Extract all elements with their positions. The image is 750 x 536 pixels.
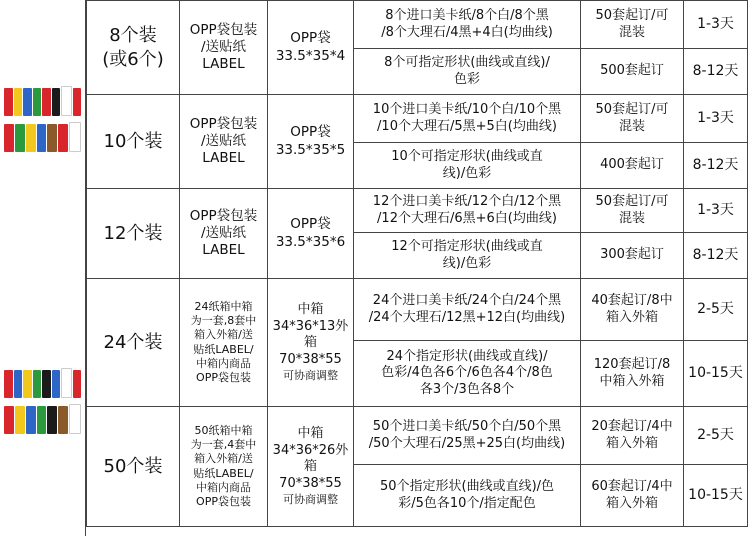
text-line: 混装 bbox=[618, 210, 645, 226]
text-line: /送贴纸 bbox=[200, 38, 247, 55]
text-line: 8个可指定形状(曲线或直线)/ bbox=[384, 54, 550, 70]
text-line: OPP袋包装 bbox=[189, 207, 258, 224]
text-line: 33.5*35*5 bbox=[275, 141, 346, 158]
text-line: 50个指定形状(曲线或直线)/色 bbox=[379, 478, 555, 494]
qty-cell bbox=[87, 1, 180, 95]
text-line: 箱 bbox=[303, 459, 317, 475]
box-size-cell bbox=[268, 1, 354, 95]
qty-cell bbox=[87, 279, 180, 407]
min-order-cell bbox=[581, 407, 684, 465]
text-line: 箱入外箱 bbox=[605, 495, 658, 511]
text-line: 线)/色彩 bbox=[442, 165, 492, 181]
text-line: 50套起订/可 bbox=[595, 101, 669, 117]
text-line: 300套起订 bbox=[600, 247, 664, 263]
text-line: 33.5*35*6 bbox=[275, 233, 346, 250]
text-line: 34*36*13外 bbox=[272, 318, 349, 334]
min-order-cell bbox=[581, 279, 684, 341]
text-line: 40套起订/8中 bbox=[591, 292, 673, 308]
text-line: 33.5*35*4 bbox=[275, 47, 346, 64]
text-line: /24个大理石/12黑+12白(均曲线) bbox=[368, 309, 566, 325]
product-photo-set-c bbox=[4, 370, 82, 398]
text-line: 24纸箱中箱 bbox=[194, 300, 253, 314]
table-row bbox=[87, 407, 748, 465]
option-description bbox=[354, 341, 581, 407]
text-line: 箱入外箱 bbox=[605, 309, 658, 325]
option-description bbox=[354, 465, 581, 527]
text-line: 贴纸LABEL/ bbox=[193, 466, 254, 480]
table-row bbox=[87, 189, 748, 233]
text-line: 50纸箱中箱 bbox=[194, 424, 253, 438]
text-line: 24个装 bbox=[103, 331, 163, 353]
min-order-cell bbox=[581, 143, 684, 189]
table-row bbox=[87, 95, 748, 143]
option-description bbox=[354, 233, 581, 279]
text-line: OPP袋包装 bbox=[196, 370, 251, 384]
lead-time-cell: 10-15天 bbox=[684, 341, 748, 407]
product-photo-set-a bbox=[4, 88, 82, 116]
text-line: 中箱 bbox=[297, 302, 324, 318]
lead-time-cell: 2-5天 bbox=[684, 407, 748, 465]
text-line: /送贴纸 bbox=[200, 224, 247, 241]
text-line: 50套起订/可 bbox=[595, 193, 669, 209]
text-line: 12个进口美卡纸/12个白/12个黑 bbox=[372, 193, 562, 209]
text-line: 8个进口美卡纸/8个白/8个黑 bbox=[385, 7, 549, 23]
text-line: OPP袋包装 bbox=[189, 21, 258, 38]
text-line: 线)/色彩 bbox=[442, 255, 492, 271]
packaging-cell bbox=[180, 95, 268, 189]
text-line: (或6个) bbox=[102, 48, 164, 70]
box-size-cell bbox=[268, 95, 354, 189]
text-line: OPP袋 bbox=[290, 124, 331, 141]
text-line: 为一套,8套中 bbox=[190, 314, 257, 328]
option-description bbox=[354, 143, 581, 189]
lead-time-cell: 2-5天 bbox=[684, 279, 748, 341]
table-row bbox=[87, 1, 748, 49]
text-line: 24个指定形状(曲线或直线)/ bbox=[386, 348, 548, 364]
text-line: LABEL bbox=[202, 56, 245, 73]
qty-cell bbox=[87, 95, 180, 189]
min-order-cell bbox=[581, 341, 684, 407]
text-line: 混装 bbox=[618, 24, 645, 40]
text-line: 34*36*26外 bbox=[272, 442, 349, 458]
box-size-cell bbox=[268, 279, 354, 407]
text-line: 500套起订 bbox=[600, 63, 664, 79]
lead-time-cell: 8-12天 bbox=[684, 49, 748, 95]
text-line: 箱入外箱/送 bbox=[194, 328, 253, 342]
lead-time-cell: 10-15天 bbox=[684, 465, 748, 527]
text-line: /送贴纸 bbox=[200, 132, 247, 149]
text-line: 70*38*55 bbox=[279, 352, 342, 368]
option-description bbox=[354, 279, 581, 341]
text-line: /50个大理石/25黑+25白(均曲线) bbox=[368, 435, 566, 451]
product-photo-set-d bbox=[4, 406, 82, 434]
table-row bbox=[87, 279, 748, 341]
option-description bbox=[354, 407, 581, 465]
lead-time-cell: 8-12天 bbox=[684, 143, 748, 189]
text-line: 可协商调整 bbox=[283, 492, 338, 506]
text-line: 50个进口美卡纸/50个白/50个黑 bbox=[372, 418, 562, 434]
text-line: OPP袋包装 bbox=[196, 494, 251, 508]
text-line: 彩/5色各10个/指定配色 bbox=[398, 495, 536, 511]
text-line: 20套起订/4中 bbox=[591, 418, 673, 434]
text-line: 120套起订/8 bbox=[593, 356, 671, 372]
text-line: 可协商调整 bbox=[283, 368, 338, 382]
min-order-cell bbox=[581, 49, 684, 95]
text-line: OPP袋 bbox=[290, 216, 331, 233]
text-line: 色彩 bbox=[453, 71, 480, 87]
text-line: 中箱内商品 bbox=[196, 480, 251, 494]
option-description bbox=[354, 49, 581, 95]
qty-cell bbox=[87, 407, 180, 527]
lead-time-cell: 1-3天 bbox=[684, 95, 748, 143]
text-line: 12个可指定形状(曲线或直 bbox=[391, 238, 543, 254]
text-line: 60套起订/4中 bbox=[591, 478, 673, 494]
text-line: OPP袋 bbox=[290, 30, 331, 47]
product-image-column bbox=[0, 0, 86, 536]
text-line: LABEL bbox=[202, 242, 245, 259]
packaging-cell bbox=[180, 407, 268, 527]
text-line: 各3个/3色各8个 bbox=[419, 381, 515, 397]
min-order-cell bbox=[581, 1, 684, 49]
min-order-cell bbox=[581, 95, 684, 143]
option-description bbox=[354, 1, 581, 49]
product-photo-set-b bbox=[4, 124, 82, 152]
text-line: 色彩/4色各6个/6色各4个/8色 bbox=[381, 365, 553, 381]
text-line: 箱入外箱/送 bbox=[194, 452, 253, 466]
text-line: 50个装 bbox=[103, 455, 163, 477]
min-order-cell bbox=[581, 465, 684, 527]
packaging-cell bbox=[180, 1, 268, 95]
text-line: 箱 bbox=[303, 335, 317, 351]
text-line: 中箱 bbox=[297, 426, 324, 442]
text-line: 12个装 bbox=[103, 222, 163, 244]
text-line: /8个大理石/4黑+4白(均曲线) bbox=[381, 24, 553, 40]
text-line: 400套起订 bbox=[600, 157, 664, 173]
text-line: 箱入外箱 bbox=[605, 435, 658, 451]
box-size-cell bbox=[268, 189, 354, 279]
text-line: 10个进口美卡纸/10个白/10个黑 bbox=[372, 101, 562, 117]
text-line: /10个大理石/5黑+5白(均曲线) bbox=[377, 118, 557, 134]
text-line: 70*38*55 bbox=[279, 476, 342, 492]
text-line: /12个大理石/6黑+6白(均曲线) bbox=[377, 210, 557, 226]
text-line: OPP袋包装 bbox=[189, 115, 258, 132]
text-line: 10个可指定形状(曲线或直 bbox=[391, 148, 543, 164]
lead-time-cell: 1-3天 bbox=[684, 1, 748, 49]
option-description bbox=[354, 95, 581, 143]
text-line: 8个装 bbox=[109, 25, 157, 47]
text-line: 贴纸LABEL/ bbox=[193, 342, 254, 356]
text-line: LABEL bbox=[202, 150, 245, 167]
text-line: 24个进口美卡纸/24个白/24个黑 bbox=[372, 292, 562, 308]
packaging-cell bbox=[180, 279, 268, 407]
text-line: 中箱内商品 bbox=[196, 356, 251, 370]
text-line: 50套起订/可 bbox=[595, 7, 669, 23]
box-size-cell bbox=[268, 407, 354, 527]
qty-cell bbox=[87, 189, 180, 279]
text-line: 中箱入外箱 bbox=[599, 373, 665, 389]
text-line: 为一套,4套中 bbox=[190, 438, 257, 452]
text-line: 10个装 bbox=[103, 130, 163, 152]
min-order-cell bbox=[581, 233, 684, 279]
spec-table bbox=[86, 0, 748, 527]
lead-time-cell: 8-12天 bbox=[684, 233, 748, 279]
min-order-cell bbox=[581, 189, 684, 233]
lead-time-cell: 1-3天 bbox=[684, 189, 748, 233]
option-description bbox=[354, 189, 581, 233]
text-line: 混装 bbox=[618, 118, 645, 134]
packaging-cell bbox=[180, 189, 268, 279]
